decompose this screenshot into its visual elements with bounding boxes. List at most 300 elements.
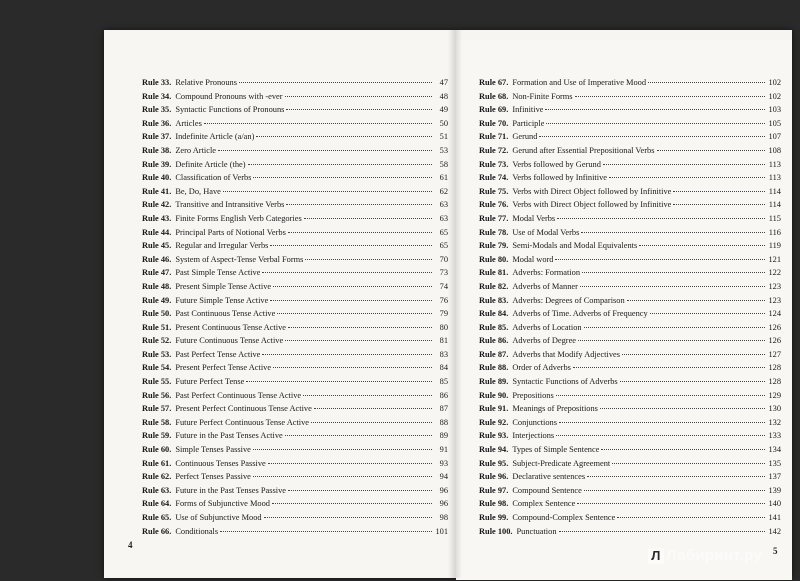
- rule-page-number: 101: [435, 526, 448, 536]
- toc-entry: [479, 484, 781, 498]
- toc-entry: [479, 266, 781, 280]
- rule-number: Rule 37.: [142, 132, 172, 142]
- rule-page-number: 122: [768, 268, 781, 278]
- rule-page-number: 53: [439, 145, 448, 155]
- rule-number: Rule 49.: [142, 295, 172, 305]
- rule-number: Rule 50.: [142, 309, 172, 319]
- rule-page-number: 113: [768, 159, 781, 169]
- dot-leader: [557, 218, 765, 219]
- toc-right-column: [479, 76, 781, 538]
- rule-title: Finite Forms English Verb Categories: [175, 213, 302, 223]
- dot-leader: [285, 435, 432, 436]
- dot-leader: [617, 517, 765, 518]
- rule-title: Verbs with Direct Object followed by Infinitive: [512, 200, 672, 210]
- rule-page-number: 115: [768, 213, 781, 223]
- rule-number: Rule 40.: [142, 173, 172, 183]
- rule-page-number: 137: [768, 472, 781, 482]
- rule-page-number: 116: [768, 227, 781, 237]
- rule-page-number: 119: [768, 241, 781, 251]
- rule-title: Prepositions: [512, 390, 554, 400]
- dot-leader: [239, 82, 432, 83]
- dot-leader: [270, 300, 432, 301]
- toc-entry: [479, 348, 781, 362]
- rule-title: Verbs followed by Infinitive: [512, 173, 607, 183]
- toc-left-column: [142, 76, 448, 538]
- dot-leader: [539, 136, 765, 137]
- rule-page-number: 103: [768, 105, 781, 115]
- toc-entry: [142, 266, 448, 280]
- dot-leader: [286, 204, 432, 205]
- rule-title: Use of Subjunctive Mood: [175, 513, 262, 522]
- toc-entry: [142, 416, 448, 430]
- toc-entry: [479, 90, 781, 104]
- dot-leader: [288, 327, 432, 328]
- rule-number: Rule 33.: [142, 78, 172, 87]
- toc-entry: [479, 198, 781, 212]
- rule-page-number: 126: [768, 336, 781, 346]
- rule-title: Present Simple Tense Active: [175, 281, 272, 291]
- rule-number: Rule 89.: [479, 377, 509, 387]
- toc-entry: [142, 280, 448, 294]
- rule-title: Declarative sentences: [512, 472, 586, 482]
- toc-entry: [479, 457, 781, 471]
- rule-page-number: 74: [439, 281, 448, 291]
- rule-page-number: 84: [439, 363, 448, 373]
- rule-title: Gerund: [512, 132, 538, 142]
- rule-number: Rule 65.: [142, 513, 172, 522]
- rule-number: Rule 93.: [479, 431, 509, 441]
- toc-entry: [142, 525, 448, 539]
- rule-number: Rule 41.: [142, 186, 172, 196]
- rule-title: Future Perfect Continuous Tense Active: [175, 417, 310, 427]
- dot-leader: [573, 367, 765, 368]
- toc-entry: [142, 90, 448, 104]
- rule-page-number: 129: [768, 390, 781, 400]
- dot-leader: [582, 272, 765, 273]
- dot-leader: [546, 123, 765, 124]
- rule-title: Adverbs of Degree: [512, 336, 577, 346]
- rule-number: Rule 39.: [142, 159, 172, 169]
- rule-page-number: 126: [768, 322, 781, 332]
- toc-entry: [479, 171, 781, 185]
- rule-title: Adverbs of Manner: [512, 281, 578, 291]
- rule-number: Rule 78.: [479, 227, 509, 237]
- rule-title: Non-Finite Forms: [512, 91, 573, 101]
- rule-title: Future Simple Tense Active: [175, 295, 269, 305]
- rule-number: Rule 35.: [142, 105, 172, 115]
- rule-page-number: 70: [439, 254, 448, 264]
- rule-number: Rule 73.: [479, 159, 509, 169]
- rule-title: Subject-Predicate Agreement: [512, 458, 611, 468]
- rule-title: Conjunctions: [512, 417, 557, 427]
- rule-title: System of Aspect-Tense Verbal Forms: [175, 254, 304, 264]
- rule-title: Articles: [175, 118, 202, 128]
- rule-number: Rule 79.: [479, 241, 509, 251]
- rule-page-number: 135: [768, 458, 781, 468]
- rule-number: Rule 71.: [479, 132, 509, 142]
- watermark-text: Лабиринт.ру: [666, 547, 762, 564]
- toc-entry: [479, 497, 781, 511]
- watermark: [648, 547, 762, 564]
- rule-page-number: 128: [768, 377, 781, 387]
- rule-number: Rule 77.: [479, 213, 509, 223]
- toc-entry: [142, 158, 448, 172]
- rule-title: Classification of Verbs: [175, 173, 252, 183]
- rule-title: Perfect Tenses Passive: [175, 472, 251, 482]
- dot-leader: [673, 191, 765, 192]
- rule-page-number: 123: [768, 281, 781, 291]
- dot-leader: [580, 286, 765, 287]
- toc-entry: [479, 76, 781, 90]
- rule-title: Future in the Past Tenses Active: [175, 431, 283, 441]
- rule-page-number: 85: [439, 377, 448, 387]
- toc-entry: [142, 253, 448, 267]
- toc-entry: [479, 185, 781, 199]
- dot-leader: [556, 435, 765, 436]
- rule-number: Rule 86.: [479, 336, 509, 346]
- rule-number: Rule 88.: [479, 363, 509, 373]
- dot-leader: [218, 150, 432, 151]
- dot-leader: [559, 422, 765, 423]
- toc-entry: [479, 144, 781, 158]
- rule-number: Rule 90.: [479, 390, 509, 400]
- rule-title: Modal Verbs: [512, 213, 556, 223]
- rule-page-number: 83: [439, 349, 448, 359]
- rule-number: Rule 98.: [479, 499, 509, 509]
- dot-leader: [288, 490, 432, 491]
- rule-title: Order of Adverbs: [512, 363, 571, 373]
- rule-title: Past Simple Tense Active: [175, 268, 261, 278]
- rule-number: Rule 66.: [142, 526, 172, 536]
- toc-entry: [479, 253, 781, 267]
- rule-title: Regular and Irregular Verbs: [175, 241, 269, 251]
- dot-leader: [575, 96, 765, 97]
- dot-leader: [248, 164, 432, 165]
- toc-entry: [142, 484, 448, 498]
- rule-page-number: 65: [439, 241, 448, 251]
- toc-entry: [142, 307, 448, 321]
- rule-title: Punctuation: [516, 526, 557, 536]
- toc-entry: [142, 402, 448, 416]
- dot-leader: [246, 381, 432, 382]
- rule-number: Rule 53.: [142, 349, 172, 359]
- rule-number: Rule 34.: [142, 91, 172, 101]
- rule-page-number: 48: [439, 91, 448, 101]
- toc-entry: [142, 429, 448, 443]
- dot-leader: [581, 232, 765, 233]
- rule-number: Rule 84.: [479, 309, 509, 319]
- rule-title: Past Perfect Tense Active: [175, 349, 261, 359]
- rule-title: Infinitive: [512, 105, 544, 115]
- dot-leader: [286, 109, 432, 110]
- rule-page-number: 76: [439, 295, 448, 305]
- rule-title: Verbs with Direct Object followed by Infinitive: [512, 186, 672, 196]
- rule-number: Rule 68.: [479, 91, 509, 101]
- rule-page-number: 121: [768, 254, 781, 264]
- dot-leader: [559, 531, 765, 532]
- rule-number: Rule 97.: [479, 485, 509, 495]
- dot-leader: [601, 449, 765, 450]
- toc-entry: [142, 511, 448, 525]
- rule-title: Adverbs of Location: [512, 322, 582, 332]
- toc-entry: [142, 185, 448, 199]
- rule-page-number: 51: [439, 132, 448, 142]
- toc-entry: [142, 76, 448, 90]
- dot-leader: [262, 272, 432, 273]
- rule-title: Adverbs that Modify Adjectives: [512, 349, 621, 359]
- dot-leader: [220, 531, 432, 532]
- toc-entry: [142, 117, 448, 131]
- rule-page-number: 73: [439, 268, 448, 278]
- rule-title: Past Continuous Tense Active: [175, 309, 276, 319]
- toc-entry: [479, 511, 781, 525]
- dot-leader: [272, 503, 432, 504]
- rule-title: Definite Article (the): [175, 159, 246, 169]
- rule-title: Syntactic Functions of Adverbs: [512, 377, 618, 387]
- dot-leader: [204, 123, 432, 124]
- rule-page-number: 96: [439, 485, 448, 495]
- rule-number: Rule 62.: [142, 472, 172, 482]
- rule-page-number: 132: [768, 417, 781, 427]
- toc-entry: [479, 212, 781, 226]
- dot-leader: [555, 259, 765, 260]
- toc-entry: [479, 402, 781, 416]
- toc-entry: [479, 525, 781, 539]
- dot-leader: [314, 408, 432, 409]
- rule-title: Future Perfect Tense: [175, 377, 245, 387]
- rule-page-number: 65: [439, 227, 448, 237]
- rule-page-number: 80: [439, 322, 448, 332]
- dot-leader: [273, 286, 432, 287]
- rule-title: Complex Sentence: [512, 499, 576, 509]
- rule-title: Adverbs: Degrees of Comparison: [512, 295, 625, 305]
- rule-number: Rule 74.: [479, 173, 509, 183]
- rule-number: Rule 99.: [479, 513, 509, 522]
- toc-entry: [142, 171, 448, 185]
- dot-leader: [657, 150, 766, 151]
- rule-number: Rule 60.: [142, 445, 172, 455]
- rule-page-number: 88: [439, 417, 448, 427]
- rule-number: Rule 87.: [479, 349, 509, 359]
- dot-leader: [223, 191, 432, 192]
- rule-number: Rule 51.: [142, 322, 172, 332]
- page-number-right: 5: [773, 546, 778, 556]
- rule-title: Present Continuous Tense Active: [175, 322, 286, 332]
- rule-page-number: 107: [768, 132, 781, 142]
- rule-number: Rule 42.: [142, 200, 172, 210]
- rule-page-number: 102: [768, 78, 781, 87]
- rule-title: Meanings of Prepositions: [512, 404, 598, 414]
- dot-leader: [612, 463, 765, 464]
- rule-number: Rule 61.: [142, 458, 172, 468]
- dot-leader: [262, 354, 432, 355]
- rule-title: Semi-Modals and Modal Equivalents: [512, 241, 638, 251]
- toc-entry: [142, 144, 448, 158]
- rule-page-number: 134: [768, 445, 781, 455]
- toc-entry: [479, 321, 781, 335]
- toc-entry: [142, 239, 448, 253]
- rule-page-number: 127: [768, 349, 781, 359]
- dot-leader: [545, 109, 765, 110]
- toc-entry: [142, 361, 448, 375]
- dot-leader: [304, 218, 432, 219]
- rule-number: Rule 43.: [142, 213, 172, 223]
- dot-leader: [305, 259, 432, 260]
- dot-leader: [648, 82, 765, 83]
- rule-number: Rule 52.: [142, 336, 172, 346]
- rule-page-number: 63: [439, 200, 448, 210]
- rule-page-number: 113: [768, 173, 781, 183]
- rule-page-number: 141: [768, 513, 781, 522]
- rule-title: Past Perfect Continuous Tense Active: [175, 390, 302, 400]
- rule-number: Rule 72.: [479, 145, 509, 155]
- toc-entry: [479, 307, 781, 321]
- dot-leader: [577, 503, 765, 504]
- toc-entry: [142, 103, 448, 117]
- dot-leader: [627, 300, 765, 301]
- toc-entry: [479, 226, 781, 240]
- rule-title: Conditionals: [175, 526, 219, 536]
- toc-entry: [479, 130, 781, 144]
- rule-number: Rule 95.: [479, 458, 509, 468]
- toc-entry: [142, 457, 448, 471]
- rule-page-number: 63: [439, 213, 448, 223]
- toc-entry: [479, 429, 781, 443]
- rule-number: Rule 76.: [479, 200, 509, 210]
- rule-number: Rule 44.: [142, 227, 172, 237]
- toc-entry: [142, 226, 448, 240]
- toc-entry: [479, 103, 781, 117]
- rule-page-number: 105: [768, 118, 781, 128]
- dot-leader: [620, 381, 765, 382]
- dot-leader: [264, 517, 432, 518]
- rule-title: Present Perfect Continuous Tense Active: [175, 404, 312, 414]
- rule-number: Rule 57.: [142, 404, 172, 414]
- rule-number: Rule 48.: [142, 281, 172, 291]
- rule-title: Relative Pronouns: [175, 78, 237, 87]
- dot-leader: [556, 395, 765, 396]
- dot-leader: [253, 476, 432, 477]
- rule-number: Rule 70.: [479, 118, 509, 128]
- rule-number: Rule 69.: [479, 105, 509, 115]
- rule-page-number: 133: [768, 431, 781, 441]
- dot-leader: [256, 136, 432, 137]
- rule-page-number: 123: [768, 295, 781, 305]
- rule-number: Rule 56.: [142, 390, 172, 400]
- rule-page-number: 96: [439, 499, 448, 509]
- rule-number: Rule 91.: [479, 404, 509, 414]
- toc-entry: [142, 470, 448, 484]
- book-gutter: [448, 30, 462, 578]
- toc-entry: [479, 239, 781, 253]
- rule-page-number: 140: [768, 499, 781, 509]
- toc-entry: [479, 389, 781, 403]
- rule-page-number: 87: [439, 404, 448, 414]
- rule-title: Use of Modal Verbs: [512, 227, 580, 237]
- rule-page-number: 142: [768, 526, 781, 536]
- dot-leader: [584, 490, 765, 491]
- rule-number: Rule 85.: [479, 322, 509, 332]
- toc-entry: [142, 294, 448, 308]
- dot-leader: [600, 408, 765, 409]
- toc-entry: [142, 389, 448, 403]
- rule-number: Rule 55.: [142, 377, 172, 387]
- rule-title: Verbs followed by Gerund: [512, 159, 601, 169]
- rule-title: Syntactic Functions of Pronouns: [175, 105, 285, 115]
- dot-leader: [268, 463, 432, 464]
- toc-entry: [479, 443, 781, 457]
- rule-number: Rule 80.: [479, 254, 509, 264]
- rule-page-number: 102: [768, 91, 781, 101]
- dot-leader: [277, 313, 432, 314]
- rule-page-number: 58: [439, 159, 448, 169]
- rule-number: Rule 82.: [479, 281, 509, 291]
- dot-leader: [253, 177, 432, 178]
- rule-page-number: 139: [768, 485, 781, 495]
- toc-entry: [479, 294, 781, 308]
- rule-number: Rule 38.: [142, 145, 172, 155]
- rule-number: Rule 83.: [479, 295, 509, 305]
- rule-title: Zero Article: [175, 145, 217, 155]
- rule-page-number: 93: [439, 458, 448, 468]
- rule-title: Compound Pronouns with -ever: [175, 91, 283, 101]
- dot-leader: [578, 340, 765, 341]
- rule-page-number: 124: [768, 309, 781, 319]
- dot-leader: [311, 422, 432, 423]
- rule-page-number: 49: [439, 105, 448, 115]
- dot-leader: [303, 395, 432, 396]
- rule-page-number: 47: [439, 78, 448, 87]
- toc-entry: [142, 212, 448, 226]
- rule-number: Rule 47.: [142, 268, 172, 278]
- rule-title: Participle: [512, 118, 545, 128]
- rule-number: Rule 63.: [142, 485, 172, 495]
- toc-entry: [142, 321, 448, 335]
- rule-page-number: 114: [768, 186, 781, 196]
- rule-title: Principal Parts of Notional Verbs: [175, 227, 286, 237]
- dot-leader: [285, 340, 432, 341]
- dot-leader: [288, 232, 432, 233]
- rule-number: Rule 58.: [142, 417, 172, 427]
- toc-entry: [479, 361, 781, 375]
- dot-leader: [273, 367, 432, 368]
- rule-title: Forms of Subjunctive Mood: [175, 499, 270, 509]
- rule-page-number: 62: [439, 186, 448, 196]
- rule-page-number: 61: [439, 173, 448, 183]
- toc-entry: [479, 375, 781, 389]
- toc-entry: [142, 348, 448, 362]
- rule-number: Rule 59.: [142, 431, 172, 441]
- rule-title: Future Continuous Tense Active: [175, 336, 284, 346]
- toc-entry: [479, 416, 781, 430]
- rule-page-number: 114: [768, 200, 781, 210]
- rule-title: Be, Do, Have: [175, 186, 221, 196]
- rule-title: Interjections: [512, 431, 555, 441]
- toc-entry: [142, 375, 448, 389]
- dot-leader: [673, 204, 765, 205]
- rule-title: Modal word: [512, 254, 554, 264]
- rule-page-number: 86: [439, 390, 448, 400]
- toc-entry: [479, 470, 781, 484]
- rule-page-number: 130: [768, 404, 781, 414]
- rule-title: Future in the Past Tenses Passive: [175, 485, 286, 495]
- rule-title: Adverbs: Formation: [512, 268, 581, 278]
- dot-leader: [587, 476, 765, 477]
- rule-page-number: 91: [439, 445, 448, 455]
- rule-number: Rule 96.: [479, 472, 509, 482]
- rule-title: Transitive and Intransitive Verbs: [175, 200, 285, 210]
- rule-title: Types of Simple Sentence: [512, 445, 600, 455]
